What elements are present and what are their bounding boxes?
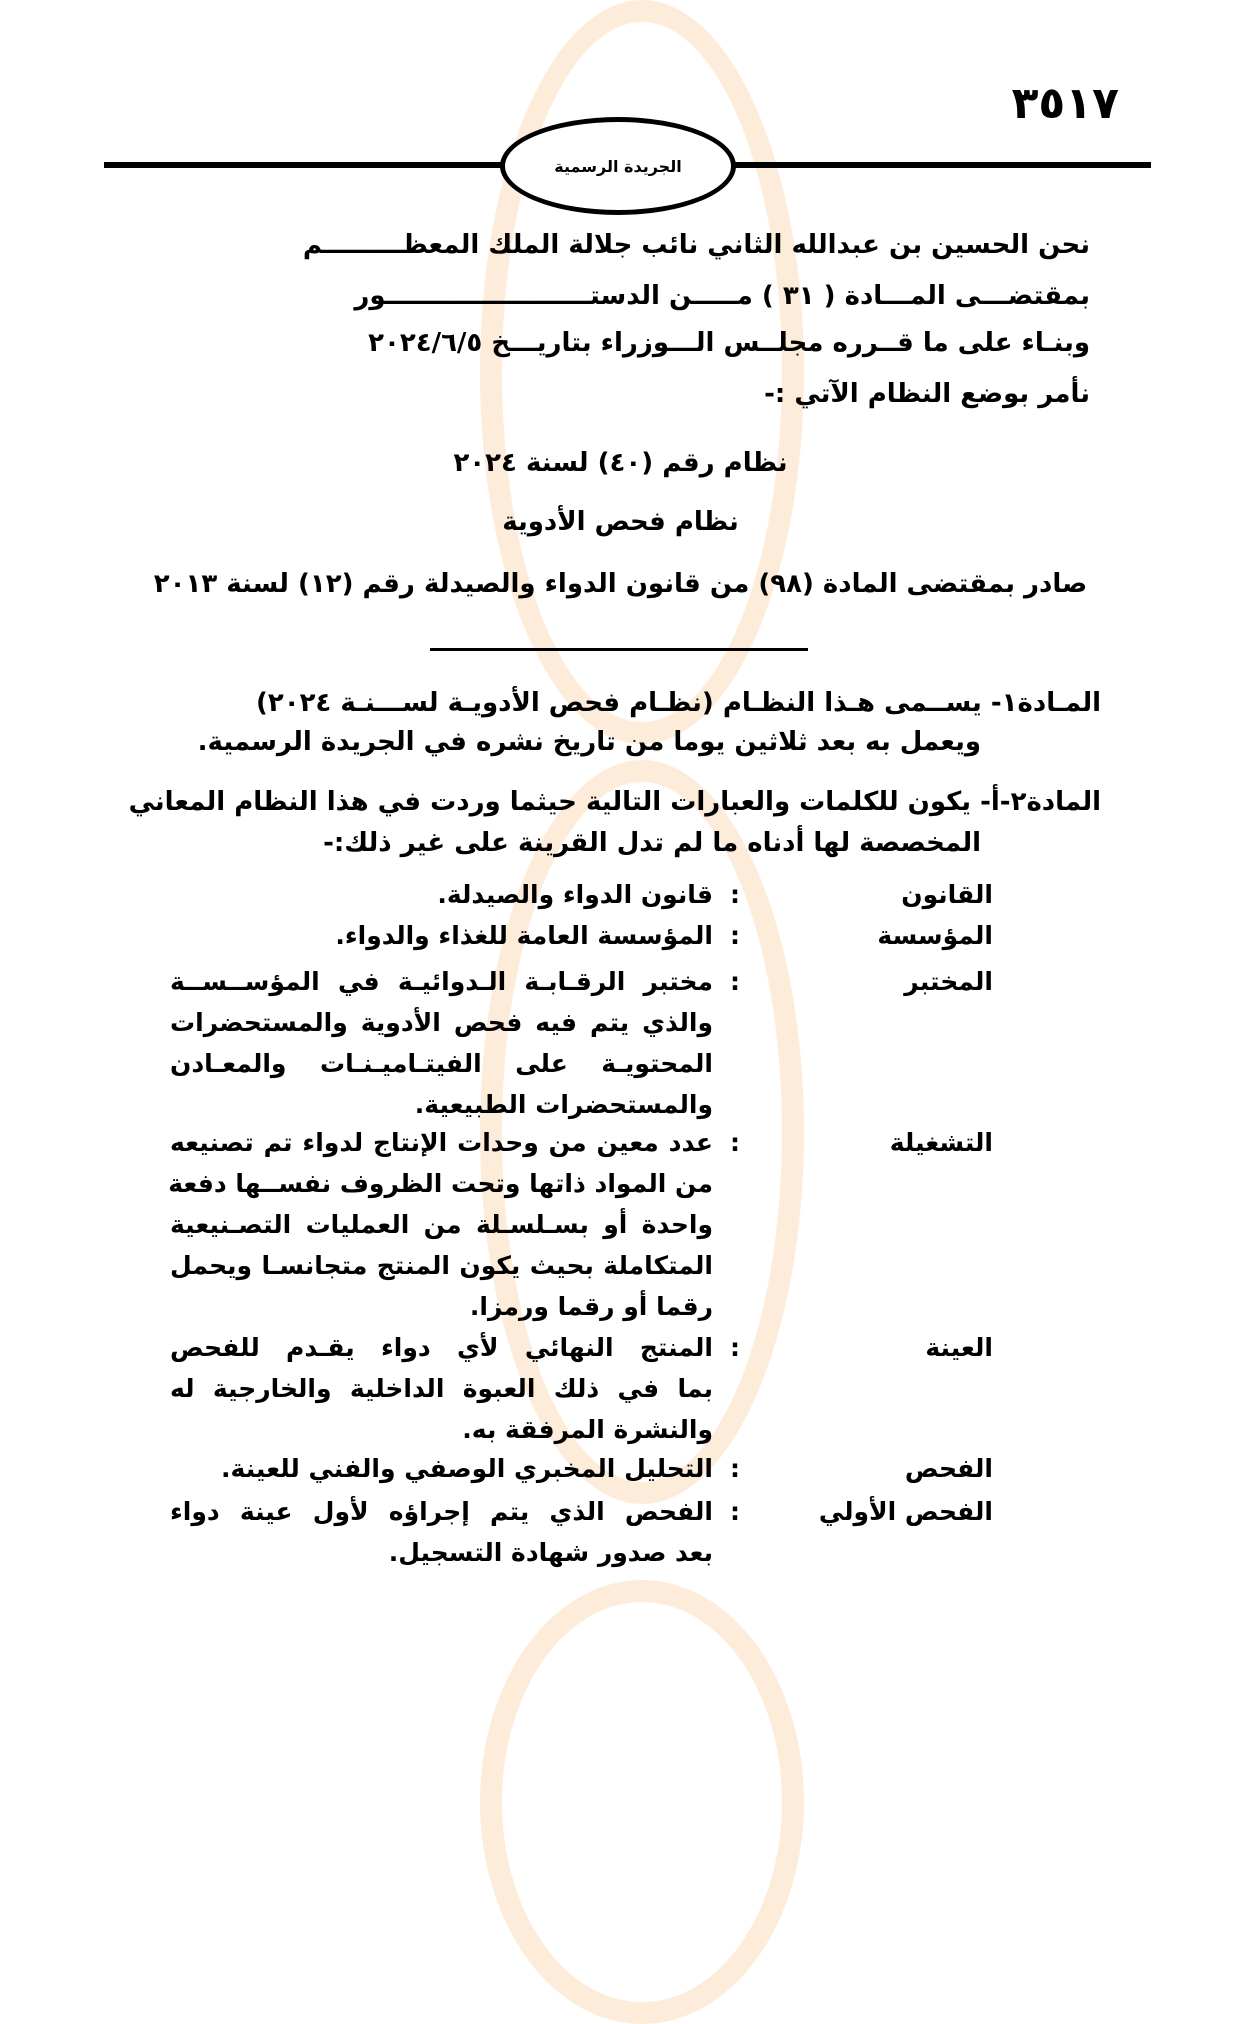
preamble-line: بمقتضـــى المـــادة ( ٣١ ) مـــــن الدستـــــــــــــــــــــــور [354,281,1090,311]
definition-colon: : [730,967,740,996]
preamble-line: وبنـاء على ما قــرره مجلــس الـــوزراء بتاريـــخ ٢٠٢٤/٦/٥ [368,328,1090,358]
definition-text: من المواد ذاتها وتحت الظروف نفســها دفعة [168,1169,713,1198]
definition-colon: : [730,1497,740,1526]
page-number: ٣٥١٧ [1011,78,1119,129]
definition-text: مختبر الرقـابـة الـدوائيـة في المؤســســة [170,967,713,996]
definition-text: التحليل المخبري الوصفي والفني للعينة. [221,1454,713,1483]
definition-text: المتكاملة بحيث يكون المنتج متجانسـا ويحمل [170,1251,713,1280]
regulation-name: نظام فحص الأدوية [502,507,739,537]
preamble-line: نحن الحسين بن عبدالله الثاني نائب جلالة الملك المعظـــــــــم [302,230,1090,260]
definition-text: عدد معين من وحدات الإنتاج لدواء تم تصنيعه [170,1128,713,1157]
gazette-title: الجريدة الرسمية [554,156,682,176]
definition-text: المؤسسة العامة للغذاء والدواء. [335,921,713,950]
definition-term: الفحص [904,1454,993,1483]
gazette-emblem [500,117,736,215]
watermark-clock-ring [480,0,804,744]
definition-colon: : [730,921,740,950]
article-1-line: ويعمل به بعد ثلاثين يوما من تاريخ نشره في الجريدة الرسمية. [197,727,981,757]
definition-term: المؤسسة [877,921,993,950]
definition-text: بعد صدور شهادة التسجيل. [388,1538,713,1567]
definition-text: قانون الدواء والصيدلة. [437,880,713,909]
definition-term: العينة [925,1333,993,1362]
definition-text: المحتويـة على الفيتـاميـنـات والمعـادن [170,1049,713,1078]
definition-text: واحدة أو بسـلسـلة من العمليات التصـنيعية [170,1210,713,1239]
regulation-number: نظام رقم (٤٠) لسنة ٢٠٢٤ [453,448,788,478]
definition-text: الفحص الذي يتم إجراؤه لأول عينة دواء [170,1497,713,1526]
preamble-line: نأمر بوضع النظام الآتي :- [764,379,1090,409]
definition-colon: : [730,1454,740,1483]
definition-colon: : [730,1333,740,1362]
definition-colon: : [730,880,740,909]
definition-term: المختبر [904,967,993,996]
definition-text: والمستحضرات الطبيعية. [414,1090,713,1119]
definition-text: والذي يتم فيه فحص الأدوية والمستحضرات [170,1008,713,1037]
definition-text: والنشرة المرفقة به. [462,1415,713,1444]
definition-text: المنتج النهائي لأي دواء يقـدم للفحص [170,1333,713,1362]
watermark-clock-ring [480,1580,804,2024]
article-2-line: المخصصة لها أدناه ما لم تدل القرينة على غير ذلك:- [323,828,981,858]
regulation-basis: صادر بمقتضى المادة (٩٨) من قانون الدواء والصيدلة رقم (١٢) لسنة ٢٠١٣ [153,569,1088,599]
title-separator [430,648,808,651]
definition-text: رقما أو رقما ورمزا. [469,1292,713,1321]
article-1-line: المـادة١- يســمى هـذا النظـام (نظـام فحص الأدويـة لســـنـة ٢٠٢٤) [255,688,1101,718]
article-2-line: المادة٢-أ- يكون للكلمات والعبارات التالية حيثما وردت في هذا النظام المعاني [128,787,1101,817]
definition-term: القانون [901,880,993,909]
definition-text: بما في ذلك العبوة الداخلية والخارجية له [170,1374,713,1403]
definition-term: التشغيلة [889,1128,993,1157]
definition-colon: : [730,1128,740,1157]
definition-term: الفحص الأولي [818,1497,993,1526]
